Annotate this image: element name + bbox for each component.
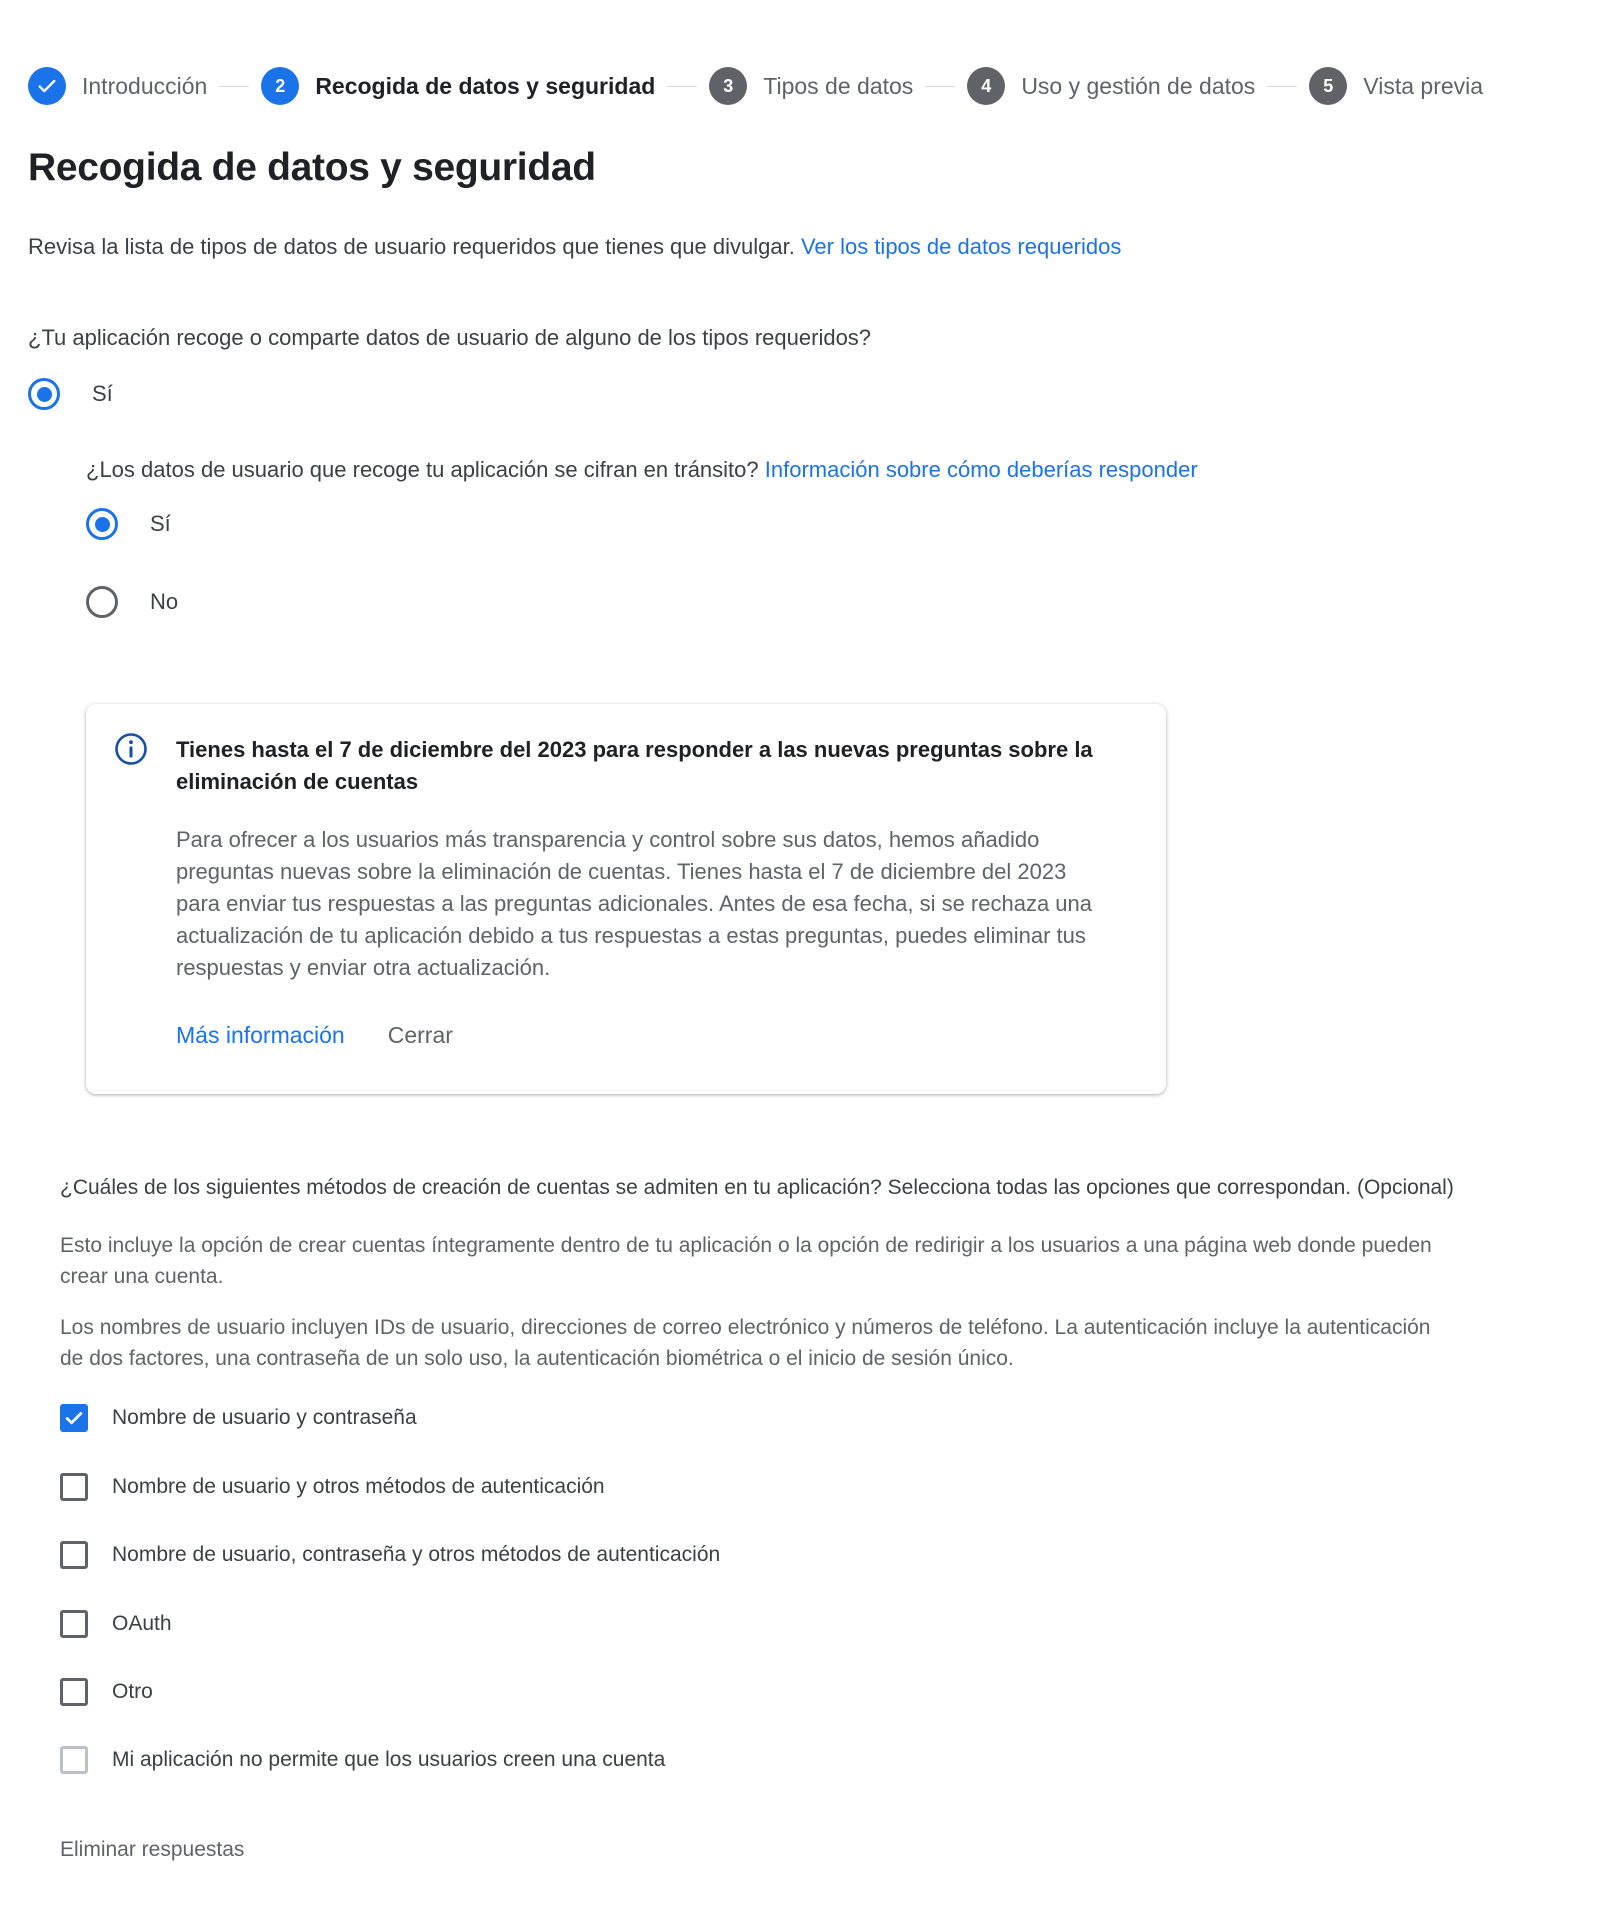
question-text: ¿Los datos de usuario que recoge tu aplicación se cifran en tránsito? — [86, 457, 759, 482]
step-introduccion[interactable] — [28, 67, 207, 105]
radio-label: Sí — [92, 381, 113, 406]
checkmark-icon — [63, 1407, 85, 1429]
checkbox-label: Nombre de usuario y otros métodos de autenticación — [112, 1475, 605, 1498]
step-recogida-datos[interactable] — [261, 67, 655, 105]
delete-answers-button[interactable]: Eliminar respuestas — [60, 1838, 245, 1861]
step-connector — [219, 86, 249, 87]
radio-button[interactable] — [86, 586, 118, 618]
question-account-creation: ¿Cuáles de los siguientes métodos de creación de cuentas se admiten en tu aplicación? Selecciona todas las opciones que correspondan. (Opcional) — [60, 1176, 1454, 1199]
checkbox[interactable] — [60, 1610, 88, 1638]
checkmark-icon — [28, 67, 66, 105]
close-button[interactable]: Cerrar — [387, 1022, 453, 1048]
radio-collects-yes[interactable] — [28, 378, 113, 410]
info-card-body: Para ofrecer a los usuarios más transparencia y control sobre sus datos, hemos añadido preguntas nuevas sobre la eliminación de cuentas. Tienes hasta el 7 de diciembre del 2023 para enviar tus respuestas a las preguntas adicionales. Antes de esa fecha, si se rechaza una actualización de tu aplicación debido a tus respuestas a estas preguntas, puedes eliminar tus respuestas y enviar otra actualización. — [176, 827, 1093, 980]
checkbox-label: OAuth — [112, 1612, 172, 1635]
step-connector — [925, 86, 955, 87]
checkbox-no-account-creation[interactable] — [60, 1746, 665, 1774]
question-collects-data: ¿Tu aplicación recoge o comparte datos de usuario de alguno de los tipos requeridos? — [28, 325, 872, 350]
radio-button[interactable] — [28, 378, 60, 410]
info-card-title: Tienes hasta el 7 de diciembre del 2023 para responder a las nuevas preguntas sobre la eliminación de cuentas — [176, 737, 1093, 794]
step-number: 5 — [1309, 67, 1347, 105]
checkbox-oauth[interactable] — [60, 1610, 172, 1638]
checkbox-label: Mi aplicación no permite que los usuarios creen una cuenta — [112, 1748, 666, 1771]
intro-description: Revisa la lista de tipos de datos de usuario requeridos que tienes que divulgar. — [28, 234, 795, 259]
step-number: 3 — [709, 67, 747, 105]
page-title: Recogida de datos y seguridad — [28, 146, 596, 189]
checkbox[interactable] — [60, 1473, 88, 1501]
checkbox-label: Nombre de usuario, contraseña y otros métodos de autenticación — [112, 1543, 721, 1566]
radio-encrypted-no[interactable] — [86, 586, 178, 618]
radio-encrypted-yes[interactable] — [86, 508, 171, 540]
step-connector — [1267, 86, 1297, 87]
checkbox-label: Nombre de usuario y contraseña — [112, 1406, 417, 1429]
checkbox[interactable] — [60, 1746, 88, 1774]
step-label: Uso y gestión de datos — [1021, 72, 1256, 99]
account-deletion-info-card — [86, 704, 1166, 1094]
stepper — [28, 62, 1596, 110]
info-card-actions — [176, 1022, 453, 1049]
checkbox-username-password-other-auth[interactable] — [60, 1541, 720, 1569]
step-label: Introducción — [82, 72, 208, 99]
step-connector — [667, 86, 697, 87]
checkbox[interactable] — [60, 1404, 88, 1432]
step-vista-previa[interactable] — [1309, 67, 1483, 105]
radio-button[interactable] — [86, 508, 118, 540]
info-icon — [114, 732, 148, 766]
intro-text — [28, 234, 1121, 260]
checkbox-username-password[interactable] — [60, 1404, 417, 1432]
step-label: Vista previa — [1363, 72, 1484, 99]
checkbox[interactable] — [60, 1678, 88, 1706]
radio-label: Sí — [150, 511, 171, 536]
radio-label: No — [150, 589, 179, 614]
authentication-description: Los nombres de usuario incluyen IDs de usuario, direcciones de correo electrónico y números de teléfono. La autenticación incluye la autenticación de dos factores, una contraseña de un solo uso, la autenticación biométrica o el inicio de sesión único. — [60, 1316, 1431, 1370]
checkbox-label: Otro — [112, 1680, 153, 1703]
step-number: 2 — [261, 67, 299, 105]
step-uso-gestion[interactable] — [967, 67, 1255, 105]
checkbox-other[interactable] — [60, 1678, 153, 1706]
how-to-answer-link[interactable]: Información sobre cómo deberías responder — [764, 457, 1198, 482]
step-label: Tipos de datos — [763, 72, 914, 99]
step-label: Recogida de datos y seguridad — [315, 72, 656, 99]
question-encrypted-transit — [86, 457, 1198, 483]
checkbox[interactable] — [60, 1541, 88, 1569]
step-number: 4 — [967, 67, 1005, 105]
learn-more-button[interactable]: Más información — [176, 1022, 345, 1048]
account-creation-description: Esto incluye la opción de crear cuentas íntegramente dentro de tu aplicación o la opción de redirigir a los usuarios a una página web donde pueden crear una cuenta. — [60, 1234, 1432, 1288]
step-tipos-datos[interactable] — [709, 67, 913, 105]
checkbox-username-other-auth[interactable] — [60, 1473, 605, 1501]
required-data-types-link[interactable]: Ver los tipos de datos requeridos — [800, 234, 1122, 259]
